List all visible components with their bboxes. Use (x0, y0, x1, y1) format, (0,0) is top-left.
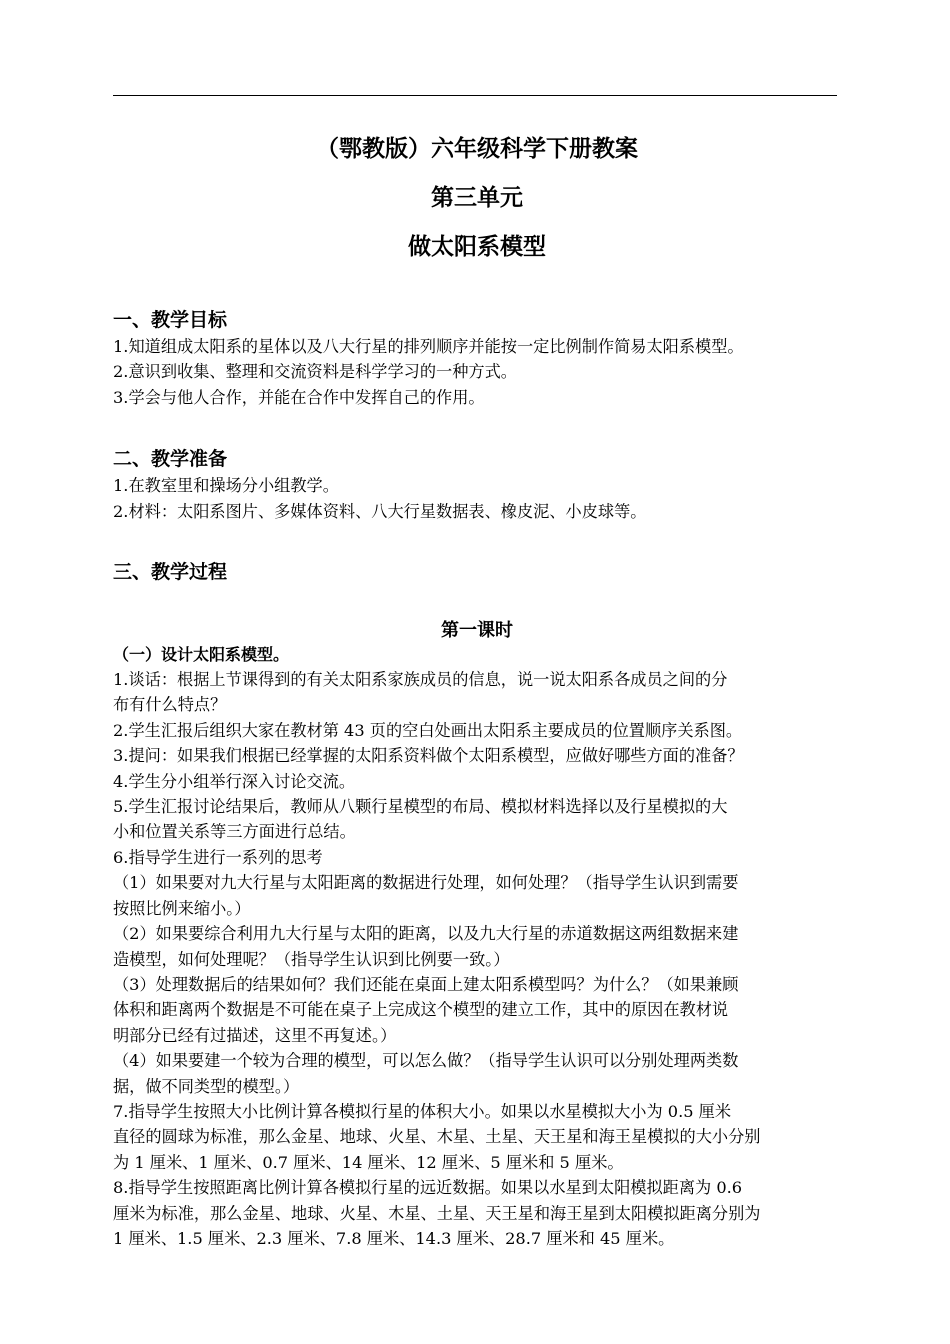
header-rule (113, 95, 837, 96)
unit-title: 第三单元 (431, 185, 523, 211)
process-steps (113, 667, 841, 1251)
process-line: （3）处理数据后的结果如何？我们还能在桌面上建太阳系模型吗？为什么？（如果兼顾 (113, 974, 739, 994)
preparation-list (113, 473, 841, 524)
process-line: 体积和距离两个数据是不可能在桌子上完成这个模型的建立工作，其中的原因在教材说 (113, 1000, 729, 1020)
process-line: （1）如果要对九大行星与太阳距离的数据进行处理，如何处理？（指导学生认识到需要 (113, 873, 739, 893)
process-line: 7.指导学生按照大小比例计算各模拟行星的体积大小。如果以水星模拟大小为 0.5 厘米 (113, 1101, 732, 1121)
objective-line: 1.知道组成太阳系的星体以及八大行星的排列顺序并能按一定比例制作简易太阳系模型。 (113, 337, 744, 356)
process-heading: 三、教学过程 (113, 561, 228, 584)
objectives-heading: 一、教学目标 (113, 309, 228, 331)
process-line: 4.学生分小组举行深入讨论交流。 (113, 771, 356, 791)
process-line: 直径的圆球为标准，那么金星、地球、火星、木星、土星、天王星和海王星模拟的大小分别 (113, 1127, 761, 1147)
process-line: 5.学生汇报讨论结果后，教师从八颗行星模型的布局、模拟材料选择以及行星模拟的大 (113, 797, 728, 817)
preparation-heading: 二、教学准备 (113, 448, 228, 471)
preparation-line: 1.在教室里和操场分小组教学。 (113, 476, 339, 496)
process-line: 明部分已经有过描述，这里不再复述。） (113, 1025, 397, 1045)
objective-line: 3.学会与他人合作，并能在合作中发挥自己的作用。 (113, 387, 485, 407)
preparation-line: 2.材料：太阳系图片、多媒体资料、八大行星数据表、橡皮泥、小皮球等。 (113, 501, 647, 521)
document-title: （鄂教版）六年级科学下册教案 (316, 136, 638, 162)
process-line: 3.提问：如果我们根据已经掌握的太阳系资料做个太阳系模型，应做好哪些方面的准备？ (113, 746, 744, 766)
process-line: 6.指导学生进行一系列的思考 (113, 847, 323, 867)
period-title: 第一课时 (441, 620, 513, 642)
process-subheading: （一）设计太阳系模型。 (113, 645, 290, 665)
lesson-name: 做太阳系模型 (408, 234, 546, 260)
objective-line: 2.意识到收集、整理和交流资料是科学学习的一种方式。 (113, 362, 517, 382)
objectives-list (113, 334, 841, 410)
process-line: 据，做不同类型的模型。） (113, 1076, 300, 1096)
process-line: 8.指导学生按照距离比例计算各模拟行星的远近数据。如果以水星到太阳模拟距离为 0.6 (113, 1178, 743, 1198)
process-line: 按照比例来缩小。） (113, 898, 251, 918)
process-line: 造模型，如何处理呢？（指导学生认识到比例要一致。） (113, 949, 510, 969)
process-line: 小和位置关系等三方面进行总结。 (113, 822, 356, 842)
document-body (113, 130, 841, 1251)
process-line: 布有什么特点？ (113, 695, 227, 715)
process-line: （2）如果要综合利用九大行星与太阳的距离，以及九大行星的赤道数据这两组数据来建 (113, 924, 739, 944)
process-line: （4）如果要建一个较为合理的模型，可以怎么做？（指导学生认识可以分别处理两类数 (113, 1051, 739, 1071)
process-line: 2.学生汇报后组织大家在教材第 43 页的空白处画出太阳系主要成员的位置顺序关系图。 (113, 720, 743, 740)
process-line: 为 1 厘米、1 厘米、0.7 厘米、14 厘米、12 厘米、5 厘米和 5 厘米。 (113, 1152, 624, 1172)
process-line: 1.谈话：根据上节课得到的有关太阳系家族成员的信息，说一说太阳系各成员之间的分 (113, 670, 728, 690)
process-line: 1 厘米、1.5 厘米、2.3 厘米、7.8 厘米、14.3 厘米、28.7 厘米和 45 厘米。 (113, 1228, 675, 1248)
process-line: 厘米为标准，那么金星、地球、火星、木星、土星、天王星和海王星到太阳模拟距离分别为 (113, 1203, 761, 1223)
